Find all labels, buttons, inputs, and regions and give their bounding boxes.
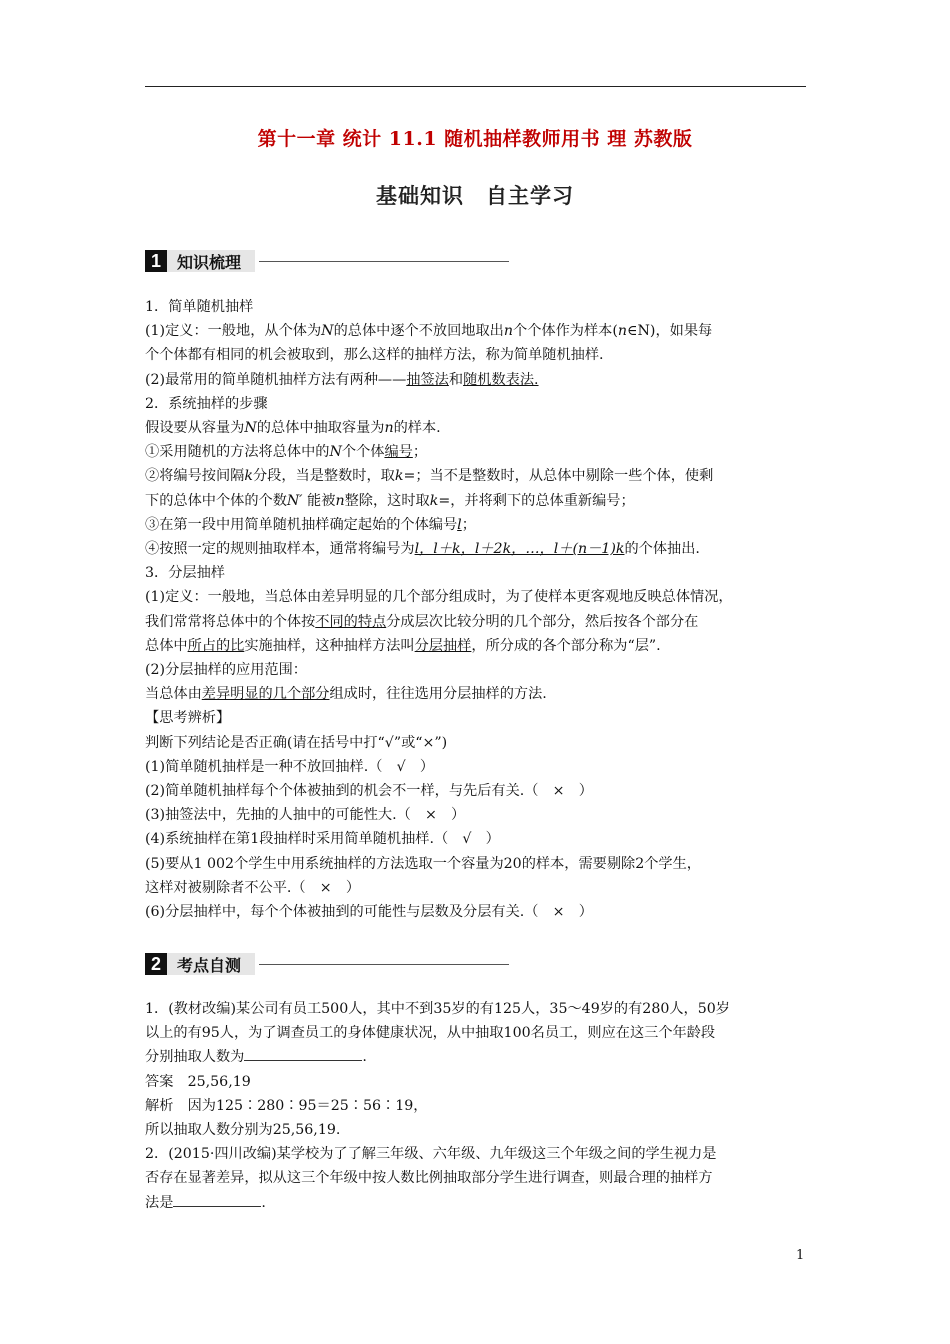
def-stratified-line3: 总体中所占的比实施抽样，这种抽样方法叫分层抽样，所分成的各个部分称为“层”.: [145, 637, 661, 654]
section-header-knowledge: [145, 250, 509, 272]
judge-item: (2)简单随机抽样每个个体被抽到的机会不一样，与先后有关.（ × ）: [145, 783, 593, 800]
think-intro: 判断下列结论是否正确(请在括号中打“√”或“×”): [145, 734, 448, 751]
stratified-scope: (2)分层抽样的应用范围：: [145, 662, 307, 679]
question-2-line2: 否存在显著差异，拟从这三个年级中按人数比例抽取部分学生进行调查，则最合理的抽样方: [145, 1170, 713, 1187]
answer-blank: [173, 1192, 261, 1207]
systematic-intro: 假设要从容量为N的总体中抽取容量为n的样本.: [145, 420, 441, 437]
heading-simple-random: 1．简单随机抽样: [145, 299, 254, 315]
explanation-1: 解析 因为125∶280∶95＝25∶56∶19，: [145, 1097, 428, 1114]
page-title: 第十一章 统计 11.1 随机抽样教师用书 理 苏教版: [257, 128, 693, 150]
judge-item: (6)分层抽样中，每个个体被抽到的可能性与层数及分层有关.（ × ）: [145, 904, 593, 921]
explanation-1-cont: 所以抽取人数分别为25,56,19.: [145, 1122, 341, 1139]
systematic-step-2-cont: 下的总体中个体的个数N′ 能被n整除，这时取k=，并将剩下的总体重新编号；: [145, 492, 635, 509]
selftest-content: [145, 997, 810, 1215]
def-stratified-line1: (1)定义：一般地，当总体由差异明显的几个部分组成时，为了使样本更客观地反映总体情况，: [145, 589, 733, 606]
page-number: 1: [796, 1248, 805, 1263]
methods-line: (2)最常用的简单随机抽样方法有两种——抽签法和随机数表法.: [145, 371, 539, 388]
question-1-line1: 1．(教材改编)某公司有员工500人，其中不到35岁的有125人，35～49岁的有280人，50岁: [145, 1001, 730, 1017]
page-subtitle: 基础知识 自主学习: [376, 183, 574, 208]
question-1-line2: 以上的有95人，为了调查员工的身体健康状况，从中抽取100名员工，则应在这三个年龄段: [145, 1025, 716, 1042]
systematic-step-3: ③在第一段中用简单随机抽样确定起始的个体编号l；: [145, 516, 476, 533]
section-label: 考点自测: [167, 953, 255, 975]
def-stratified-line2: 我们常常将总体中的个体按不同的特点分成层次比较分明的几个部分，然后按各个部分在: [145, 613, 699, 630]
judge-item: (3)抽签法中，先抽的人抽中的可能性大.（ × ）: [145, 807, 466, 824]
systematic-step-1: ①采用随机的方法将总体中的N个个体编号；: [145, 444, 428, 461]
section-divider: [259, 964, 509, 965]
def-simple-random-line2: 个个体都有相同的机会被取到，那么这样的抽样方法，称为简单随机抽样.: [145, 347, 604, 364]
think-title: 【思考辨析】: [145, 710, 231, 727]
question-1-line3: 分别抽取人数为 .: [145, 1045, 810, 1069]
systematic-step-2: ②将编号按间隔k分段，当是整数时，取k=；当不是整数时，从总体中剔除一些个体，使剩: [145, 468, 714, 485]
top-rule: [145, 86, 806, 87]
judge-item: 这样对被剔除者不公平.（ × ）: [145, 879, 361, 896]
judge-item: (4)系统抽样在第1段抽样时采用简单随机抽样.（ √ ）: [145, 831, 500, 848]
section-divider: [259, 261, 509, 262]
section-header-selftest: [145, 953, 509, 975]
question-2-line3: 法是 .: [145, 1191, 810, 1215]
section-number: 2: [145, 953, 167, 975]
section-label: 知识梳理: [167, 250, 255, 272]
def-simple-random-line1: (1)定义：一般地，从个体为N的总体中逐个不放回地取出n个个体作为样本(n∈N)，如果每: [145, 323, 713, 340]
judge-item: (1)简单随机抽样是一种不放回抽样.（ √ ）: [145, 758, 435, 775]
judge-item: (5)要从1 002个学生中用系统抽样的方法选取一个容量为20的样本，需要剔除2个学生，: [145, 855, 701, 872]
question-2-line1: 2．(2015·四川改编)某学校为了了解三年级、六年级、九年级这三个年级之间的学生视力是: [145, 1146, 717, 1163]
knowledge-content: [145, 295, 810, 924]
heading-systematic: 2．系统抽样的步骤: [145, 395, 268, 412]
answer-blank: [244, 1046, 362, 1061]
stratified-scope-cont: 当总体由差异明显的几个部分组成时，往往选用分层抽样的方法.: [145, 686, 547, 703]
section-number: 1: [145, 250, 167, 272]
answer-1: 答案 25,56,19: [145, 1073, 251, 1090]
systematic-step-4: ④按照一定的规则抽取样本，通常将编号为l，l＋k，l＋2k，…，l＋(n－1)k的个体抽出.: [145, 541, 700, 558]
heading-stratified: 3．分层抽样: [145, 565, 225, 582]
